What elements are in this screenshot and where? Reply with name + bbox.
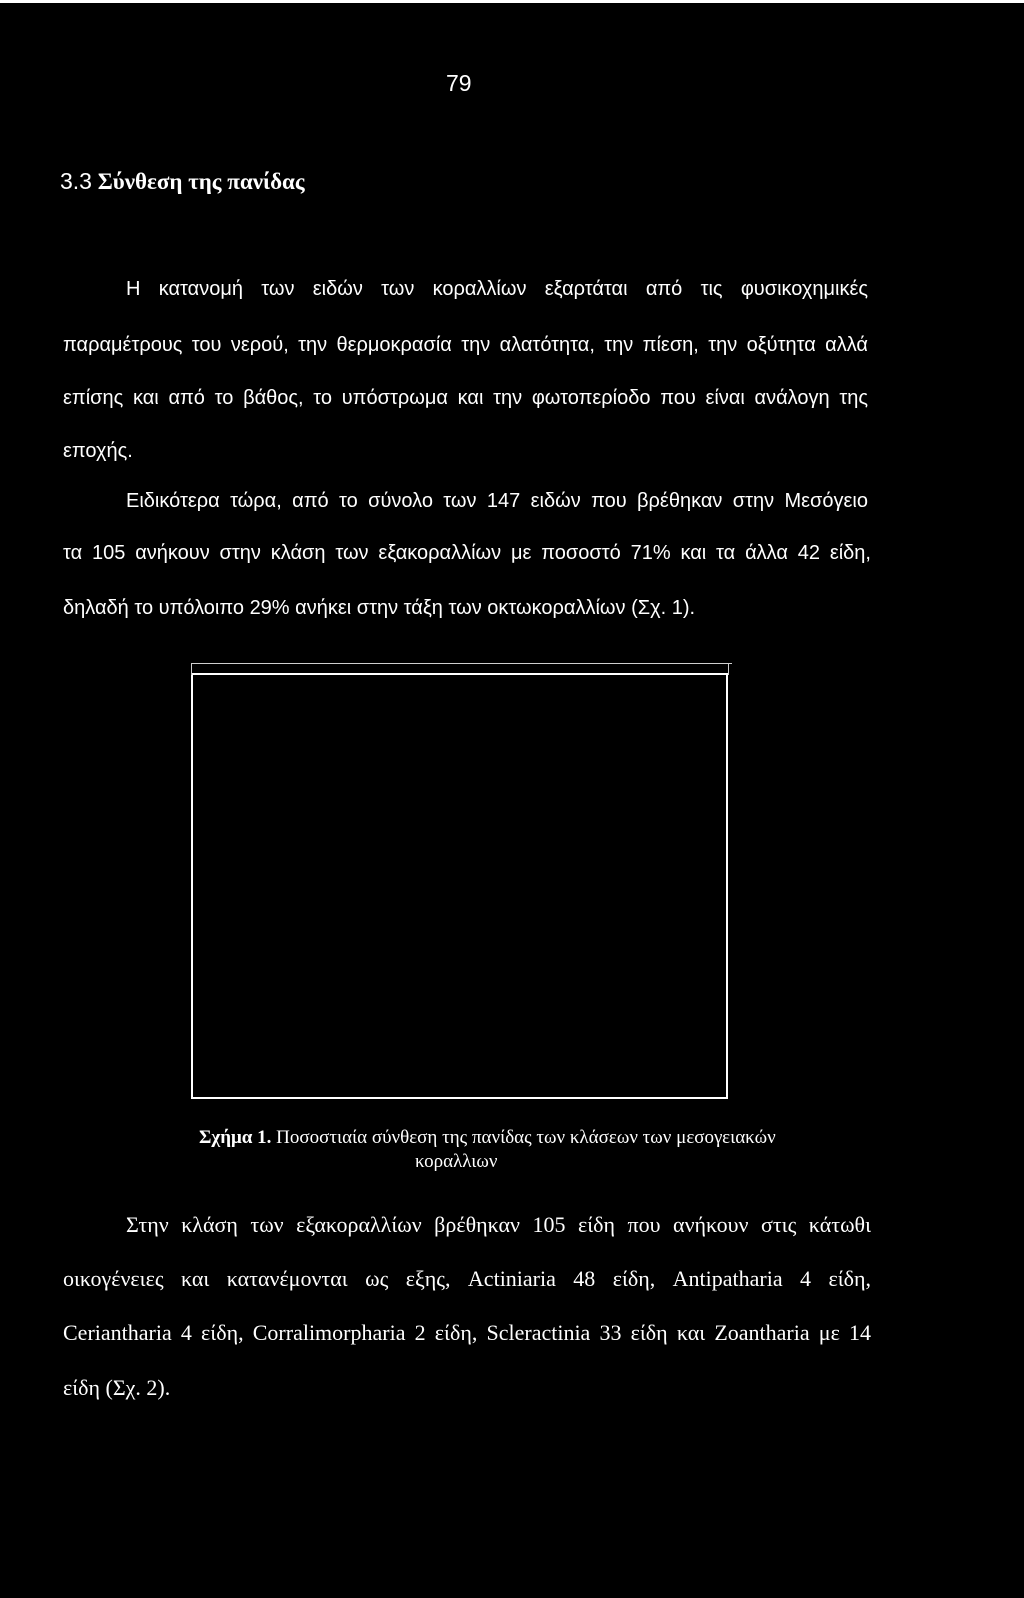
figure-1-caption-label: Σχήμα 1.: [199, 1127, 272, 1148]
paragraph-3-line-1: Στην κλάση των εξακοραλλίων βρέθηκαν 105 είδη που ανήκουν στις κάτωθι: [126, 1212, 871, 1237]
figure-1-caption: [199, 1126, 776, 1150]
paragraph-1-line-3: επίσης και από το βάθος, το υπόστρωμα και την φωτοπερίοδο που είναι ανάλογη της: [63, 387, 868, 409]
paragraph-3-line-4: είδη (Σχ. 2).: [63, 1375, 171, 1400]
section-heading: [60, 168, 305, 195]
paragraph-3-line-2: οικογένειες και κατανέμονται ως εξης, Actiniaria 48 είδη, Antipatharia 4 είδη,: [63, 1266, 871, 1291]
paragraph-1-line-4: εποχής.: [63, 440, 133, 462]
paragraph-1-line-1: Η κατανομή των ειδών των κοραλλίων εξαρτάται από τις φυσικοχημικές: [126, 278, 868, 300]
figure-frame-left-tick: [191, 663, 192, 675]
figure-1-frame: [191, 673, 728, 1099]
section-number: 3.3: [60, 168, 92, 194]
figure-1-caption-line-2: κοραλλιων: [415, 1151, 498, 1172]
paragraph-2-line-1: Ειδικότερα τώρα, από το σύνολο των 147 ειδών που βρέθηκαν στην Μεσόγειο: [126, 490, 868, 512]
paragraph-1-line-2: παραμέτρους του νερού, την θερμοκρασία την αλατότητα, την πίεση, την οξύτητα αλλά: [63, 334, 868, 356]
figure-frame-top-rule: [191, 663, 732, 664]
paragraph-2-line-2: τα 105 ανήκουν στην κλάση των εξακοραλλίων με ποσοστό 71% και τα άλλα 42 είδη,: [63, 542, 871, 564]
paragraph-2-line-3: δηλαδή το υπόλοιπο 29% ανήκει στην τάξη των οκτωκοραλλίων (Σχ. 1).: [63, 597, 696, 619]
page-number: 79: [446, 70, 472, 96]
figure-frame-right-tick: [728, 663, 729, 675]
paragraph-3-line-3: Ceriantharia 4 είδη, Corralimorpharia 2 είδη, Scleractinia 33 είδη και Zoantharia με 14: [63, 1320, 871, 1345]
section-title: Σύνθεση της πανίδας: [97, 169, 305, 194]
page-top-edge: [0, 0, 1024, 3]
figure-1-caption-text: Ποσοστιαία σύνθεση της πανίδας των κλάσεων των μεσογειακών: [276, 1127, 776, 1148]
